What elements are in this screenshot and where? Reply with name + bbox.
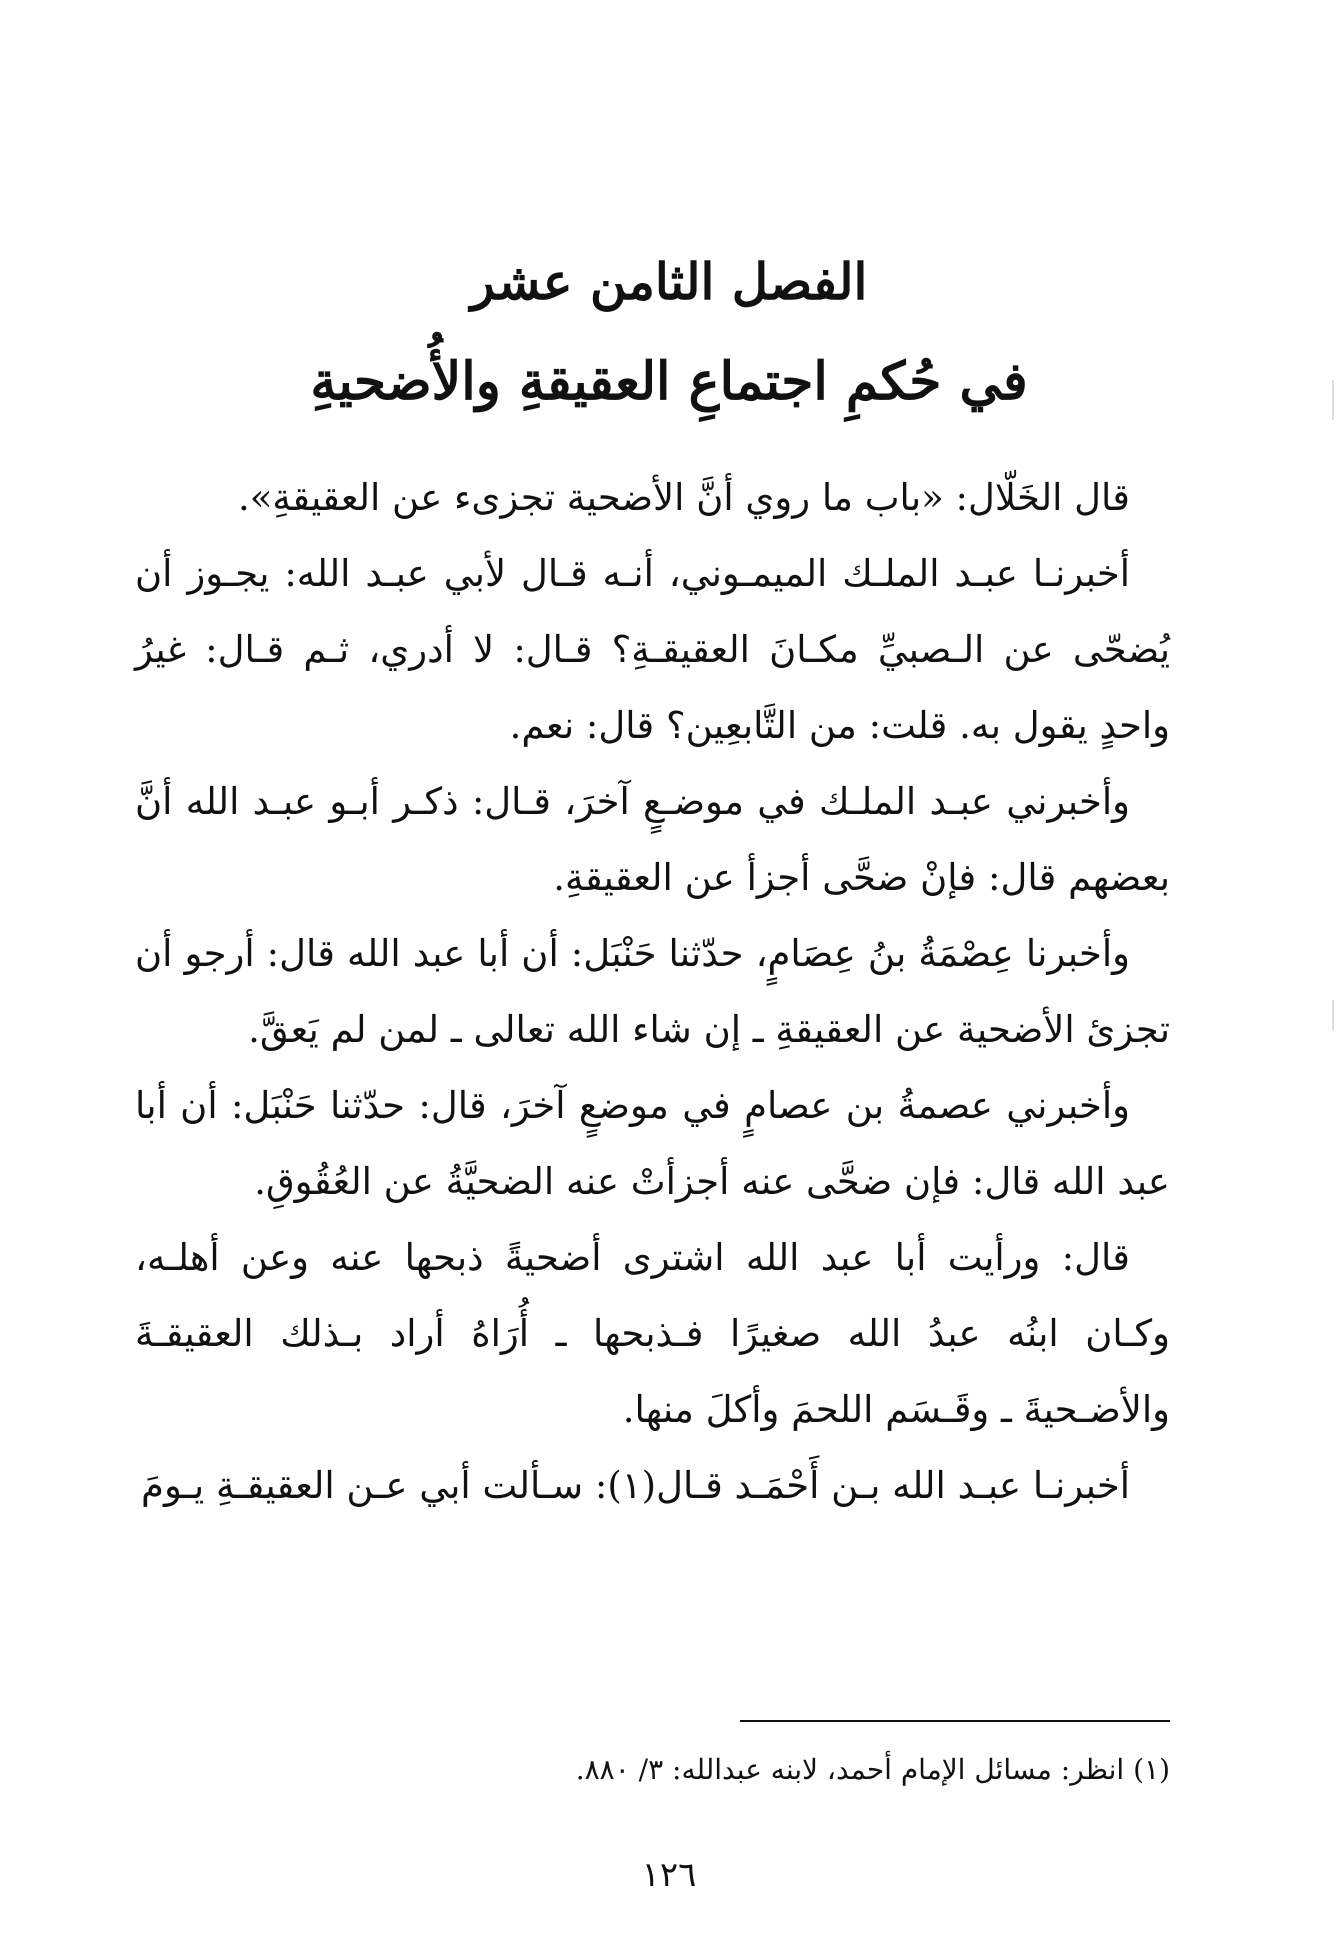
paragraph: أخبرنـا عبـد الله بـن أَحْمَـد قـال(١): سـألت أبي عـن العقيقـةِ يـومَ [141, 1464, 1130, 1507]
paragraph: قال: ورأيت أبا عبد الله اشترى أضحيةً ذبحها عنه وعن أهلـه، وكـان ابنُه عبدُ الله صغيرًا فـذبحها ـ أُرَاهُ أراد بـذلك العقيقـةَ والأضـحيةَ ـ وقَـسَم اللحمَ وأكلَ منها. [135, 1236, 1170, 1431]
footnote: (١) انظر: مسائل الإمام أحمد، لابنه عبدالله: ٣/ ٨٨٠. [575, 1753, 1170, 1786]
chapter-title: الفصل الثامن عشر [470, 252, 868, 311]
footnote-divider [740, 1720, 1170, 1722]
paragraph: وأخبرني عبـد الملـك في موضـعٍ آخرَ، قـال: ذكـر أبـو عبـد الله أنَّ بعضهم قال: فإنْ ضحَّى أجزأ عن العقيقةِ. [135, 780, 1170, 899]
scan-artifact [1332, 1000, 1334, 1030]
chapter-heading [0, 232, 1338, 432]
paragraph: وأخبرنا عِصْمَةُ بنُ عِصَامٍ، حدّثنا حَنْبَل: أن أبا عبد الله قال: أرجو أن تجزئ الأضحية عن العقيقةِ ـ إن شاء الله تعالى ـ لمن لم يَعقَّ. [135, 932, 1170, 1051]
scan-artifact [1332, 380, 1334, 420]
paragraph: قال الخَلّال: «باب ما روي أنَّ الأضحية تجزىء عن العقيقةِ». [238, 476, 1130, 519]
paragraph: أخبرنـا عبـد الملـك الميمـوني، أنـه قـال لأبي عبـد الله: يجـوز أن يُضحّى عن الـصبيِّ مكـانَ العقيقـةِ؟ قـال: لا أدري، ثـم قـال: غيرُ واحدٍ يقول به. قلت: من التَّابعِين؟ قال: نعم. [135, 552, 1170, 747]
body-text [135, 460, 1170, 1524]
paragraph: وأخبرني عصمةُ بن عصامٍ في موضعٍ آخرَ، قال: حدّثنا حَنْبَل: أن أبا عبد الله قال: فإن ضحَّى عنه أجزأتْ عنه الضحيَّةُ عن العُقُوقِ. [135, 1084, 1170, 1203]
chapter-subtitle: في حُكمِ اجتماعِ العقيقةِ والأُضحيةِ [310, 351, 1028, 412]
page-number: ١٢٦ [641, 1855, 697, 1895]
